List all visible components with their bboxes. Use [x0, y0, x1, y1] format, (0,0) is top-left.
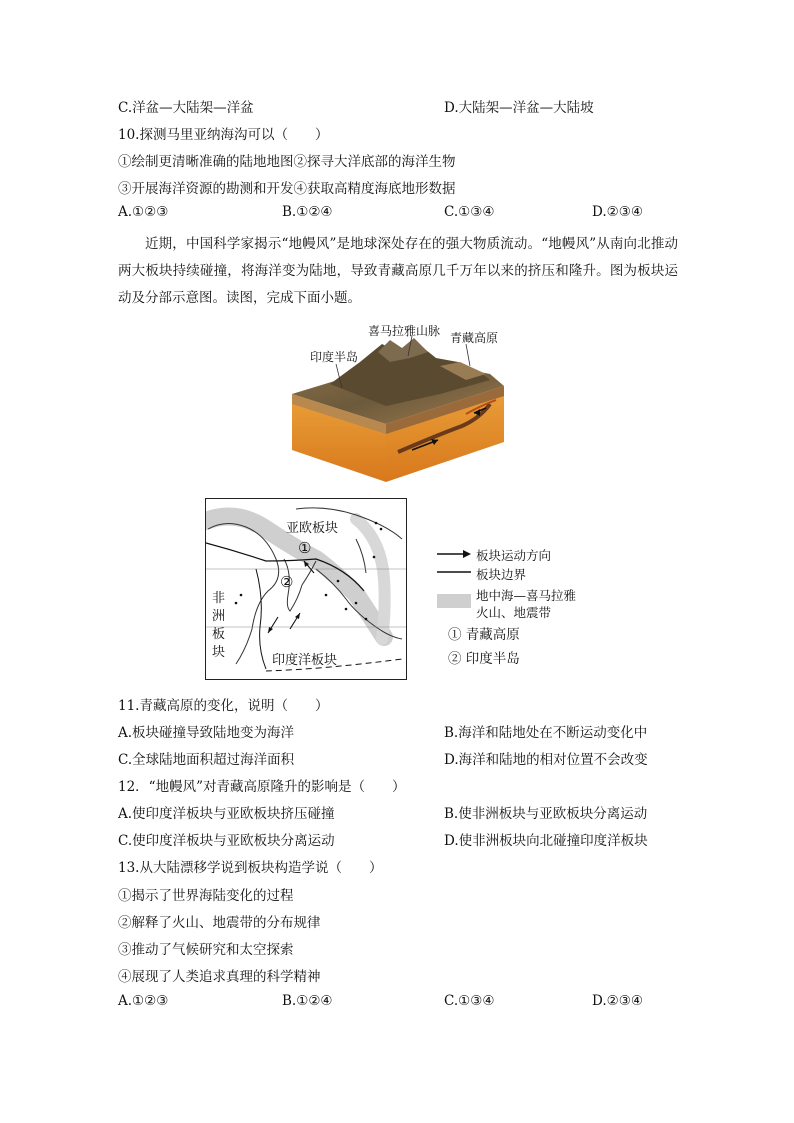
- legend-item-india: ② 印度半岛: [448, 651, 520, 667]
- q10-statement-2: ③开展海洋资源的勘测和开发④获取高精度海底地形数据: [118, 181, 456, 197]
- q10-option-b: B.①②④: [282, 204, 333, 220]
- label-indian-peninsula: 印度半岛: [310, 350, 359, 364]
- q11-option-c: C.全球陆地面积超过海洋面积: [118, 752, 295, 768]
- legend-item-tibet: ① 青藏高原: [448, 627, 520, 643]
- plate-collision-block-diagram: [290, 322, 504, 490]
- q13-option-d: D.②③④: [592, 993, 643, 1009]
- label-african-plate-4: 块: [212, 645, 226, 660]
- q11-option-d: D.海洋和陆地的相对位置不会改变: [444, 752, 648, 768]
- q10-stem: 10.探测马里亚纳海沟可以（ ）: [118, 127, 329, 143]
- marker-2-india: ②: [280, 573, 294, 591]
- q10-option-c: C.①③④: [444, 204, 495, 220]
- label-african-plate-2: 洲: [212, 609, 226, 624]
- q9-option-d: D.大陆架—洋盆—大陆坡: [444, 100, 594, 116]
- q13-option-c: C.①③④: [444, 993, 495, 1009]
- marker-1-tibet: ①: [298, 539, 312, 557]
- legend-boundary-line-icon: [437, 568, 471, 576]
- q12-option-a: A.使印度洋板块与亚欧板块挤压碰撞: [118, 806, 335, 822]
- q10-statement-1: ①绘制更清晰准确的陆地地图②探寻大洋底部的海洋生物: [118, 154, 456, 170]
- q13-statement-3: ③推动了气候研究和太空探索: [118, 942, 294, 958]
- label-indian-ocean-plate: 印度洋板块: [272, 653, 338, 668]
- q12-option-c: C.使印度洋板块与亚欧板块分离运动: [118, 833, 335, 849]
- label-african-plate-3: 板: [212, 627, 226, 642]
- q13-statement-1: ①揭示了世界海陆变化的过程: [118, 888, 294, 904]
- legend-arrow-icon: [437, 548, 471, 560]
- label-african-plate-1: 非: [212, 591, 226, 606]
- q13-option-b: B.①②④: [282, 993, 333, 1009]
- plate-distribution-map: [205, 498, 407, 680]
- legend-belt-line2: 火山、地震带: [476, 605, 552, 620]
- legend-plate-boundary: 板块边界: [476, 567, 527, 582]
- legend-belt-swatch-icon: [437, 594, 471, 608]
- legend-plate-motion: 板块运动方向: [476, 548, 552, 563]
- q13-statement-4: ④展现了人类追求真理的科学精神: [118, 969, 321, 985]
- q11-option-b: B.海洋和陆地处在不断运动变化中: [444, 725, 648, 741]
- label-eurasian-plate: 亚欧板块: [286, 521, 339, 536]
- legend-belt-line1: 地中海—喜马拉雅: [476, 588, 577, 603]
- q11-stem: 11.青藏高原的变化，说明（ ）: [118, 698, 329, 714]
- label-tibet-plateau: 青藏高原: [450, 331, 499, 345]
- q10-option-d: D.②③④: [592, 204, 643, 220]
- q11-option-a: A.板块碰撞导致陆地变为海洋: [118, 725, 295, 741]
- q13-option-a: A.①②③: [118, 993, 169, 1009]
- q12-stem: 12．“地幔风”对青藏高原隆升的影响是（ ）: [118, 779, 406, 795]
- q12-option-b: B.使非洲板块与亚欧板块分离运动: [444, 806, 648, 822]
- label-himalaya: 喜马拉雅山脉: [368, 324, 441, 338]
- q9-option-c: C.洋盆—大陆架—洋盆: [118, 100, 254, 116]
- q13-stem: 13.从大陆漂移学说到板块构造学说（ ）: [118, 860, 383, 876]
- q10-option-a: A.①②③: [118, 204, 169, 220]
- q12-option-d: D.使非洲板块向北碰撞印度洋板块: [444, 833, 648, 849]
- reading-passage: 近期，中国科学家揭示“地幔风”是地球深处存在的强大物质流动。“地幔风”从南向北推动两大板块持续碰撞，将海洋变为陆地，导致青藏高原几千万年以来的挤压和隆升。图为板块运动及分部示意图。读图，完成下面小题。: [118, 236, 678, 306]
- q13-statement-2: ②解释了火山、地震带的分布规律: [118, 915, 321, 931]
